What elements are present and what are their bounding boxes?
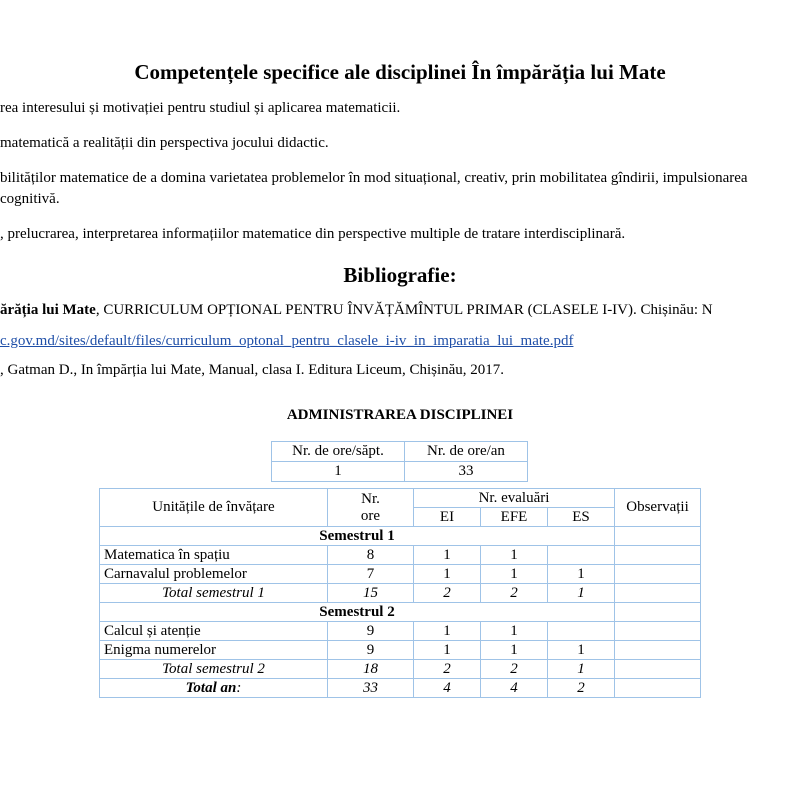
unit-hours: 9 — [328, 622, 414, 641]
es-header: ES — [548, 508, 615, 527]
total-efe: 2 — [481, 584, 548, 603]
efe-header: EFE — [481, 508, 548, 527]
bibliography-item-2: , Gatman D., In împărția lui Mate, Manual, clasa I. Editura Liceum, Chișinău, 2017. — [0, 362, 505, 378]
hours-week-value: 1 — [272, 462, 405, 482]
unit-efe: 1 — [481, 641, 548, 660]
unit-efe: 1 — [481, 546, 548, 565]
observations-cell — [615, 660, 701, 679]
competency-3: bilităților matematice de a domina varietatea problemelor în mod situațional, creativ, prin mobilitatea gîndirii, impulsionarea — [0, 170, 748, 186]
bibliography-item-1-title: ărăția lui Mate — [0, 302, 96, 318]
total-ei: 2 — [414, 660, 481, 679]
hours-header — [328, 489, 414, 527]
observations-cell — [615, 622, 701, 641]
year-total-efe: 4 — [481, 679, 548, 698]
total-efe: 2 — [481, 660, 548, 679]
observations-cell — [615, 641, 701, 660]
table-row — [100, 622, 701, 641]
hours-year-header: Nr. de ore/an — [405, 442, 528, 462]
year-total-ei: 4 — [414, 679, 481, 698]
hours-header-line1: Nr. — [361, 490, 380, 507]
unit-name: Calcul și atenție — [100, 622, 328, 641]
unit-ei: 1 — [414, 641, 481, 660]
unit-es — [548, 622, 615, 641]
table-row — [100, 546, 701, 565]
total-hours: 15 — [328, 584, 414, 603]
table-row — [100, 641, 701, 660]
total-ei: 2 — [414, 584, 481, 603]
unit-name: Matematica în spațiu — [100, 546, 328, 565]
competency-1: rea interesului și motivației pentru studiul și aplicarea matematicii. — [0, 100, 401, 116]
ei-header: EI — [414, 508, 481, 527]
table-row-total — [100, 660, 701, 679]
table-row-year-total — [100, 679, 701, 698]
unit-hours: 8 — [328, 546, 414, 565]
year-total-es: 2 — [548, 679, 615, 698]
hours-year-value: 33 — [405, 462, 528, 482]
semester-2-header: Semestrul 2 — [100, 603, 615, 622]
bibliography-link[interactable]: c.gov.md/sites/default/files/curriculum_optonal_pentru_clasele_i-iv_in_imparatia_lui_mate.pdf — [0, 333, 574, 349]
year-total-colon: : — [236, 679, 242, 696]
hours-header-line2: ore — [360, 507, 381, 524]
observations-cell — [615, 679, 701, 698]
table-row-total — [100, 584, 701, 603]
competency-3-cont: cognitivă. — [0, 191, 60, 207]
observations-cell — [615, 584, 701, 603]
unit-ei: 1 — [414, 622, 481, 641]
units-table — [99, 488, 701, 698]
year-total-label-text: Total an — [185, 679, 237, 696]
total-es: 1 — [548, 584, 615, 603]
unit-es — [548, 546, 615, 565]
total-label: Total semestrul 2 — [100, 660, 328, 679]
unit-hours: 7 — [328, 565, 414, 584]
page-title: Competențele specifice ale disciplinei În împărăția lui Mate — [134, 60, 666, 84]
semester-1-header: Semestrul 1 — [100, 527, 615, 546]
unit-hours: 9 — [328, 641, 414, 660]
observations-cell — [615, 565, 701, 584]
year-total-hours: 33 — [328, 679, 414, 698]
unit-efe: 1 — [481, 622, 548, 641]
bibliography-heading: Bibliografie: — [343, 263, 457, 287]
year-total-label — [100, 679, 328, 698]
observations-cell — [615, 603, 701, 622]
observations-cell — [615, 527, 701, 546]
total-label: Total semestrul 1 — [100, 584, 328, 603]
total-es: 1 — [548, 660, 615, 679]
unit-es: 1 — [548, 641, 615, 660]
bibliography-item-1 — [0, 302, 713, 319]
table-row — [100, 565, 701, 584]
unit-name: Carnavalul problemelor — [100, 565, 328, 584]
observations-header: Observații — [615, 489, 701, 527]
unit-ei: 1 — [414, 565, 481, 584]
total-hours: 18 — [328, 660, 414, 679]
competency-4: , prelucrarea, interpretarea informațiilor matematice din perspective multiple de tratare interdisciplinară. — [0, 226, 626, 242]
units-header: Unitățile de învățare — [100, 489, 328, 527]
unit-ei: 1 — [414, 546, 481, 565]
hours-week-header: Nr. de ore/săpt. — [272, 442, 405, 462]
unit-es: 1 — [548, 565, 615, 584]
competency-2: matematică a realității din perspectiva jocului didactic. — [0, 135, 329, 151]
observations-cell — [615, 546, 701, 565]
unit-efe: 1 — [481, 565, 548, 584]
bibliography-item-1-text: , CURRICULUM OPȚIONAL PENTRU ÎNVĂȚĂMÎNTUL PRIMAR (CLASELE I-IV). Chișinău: N — [95, 302, 713, 318]
unit-name: Enigma numerelor — [100, 641, 328, 660]
hours-table — [271, 441, 528, 482]
admin-heading: ADMINISTRAREA DISCIPLINEI — [286, 407, 514, 423]
evaluations-header: Nr. evaluări — [414, 489, 615, 508]
